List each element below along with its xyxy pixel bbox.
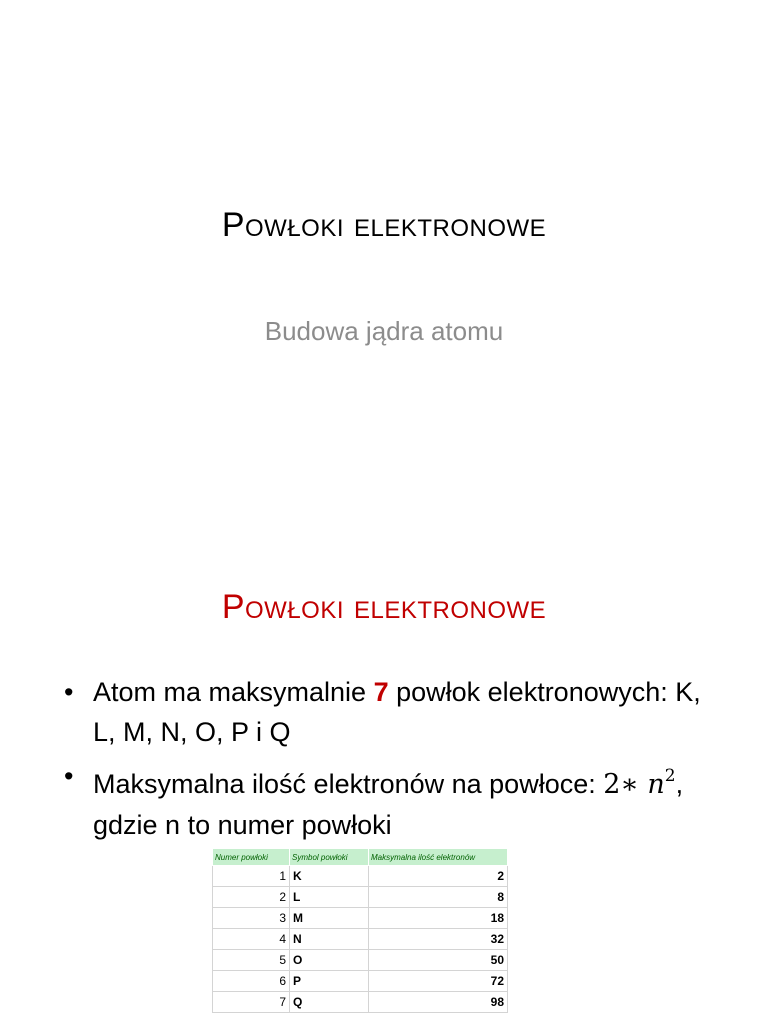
bullet-text: powłok elektronowych: K, L, M, N, O, P i Q: [93, 677, 701, 747]
bullet-item-shell-count: [64, 672, 704, 752]
formula-variable: n: [647, 769, 665, 800]
shell-number-cell: 1: [213, 866, 290, 887]
column-header-max-electrons: Maksymalna ilość elektronów: [369, 849, 508, 866]
max-shell-count: 7: [373, 677, 389, 707]
max-electrons-cell: 32: [369, 929, 508, 950]
bullet-item-electron-formula: [64, 756, 704, 845]
shells-table: [212, 848, 508, 1013]
max-electrons-cell: 72: [369, 971, 508, 992]
slide-subtitle: Budowa jądra atomu: [264, 316, 504, 346]
shell-symbol-cell: Q: [290, 992, 369, 1013]
bullet-list: [64, 672, 704, 849]
shell-number-cell: 6: [213, 971, 290, 992]
table-header-row: [213, 849, 508, 866]
column-header-symbol: Symbol powłoki: [290, 849, 369, 866]
table-row: [213, 950, 508, 971]
shell-symbol-cell: O: [290, 950, 369, 971]
max-electrons-cell: 8: [369, 887, 508, 908]
bullet-icon: •: [64, 677, 74, 707]
max-electrons-cell: 2: [369, 866, 508, 887]
max-electrons-cell: 18: [369, 908, 508, 929]
bullet-text: , gdzie n to numer powłoki: [93, 769, 684, 840]
shell-number-cell: 7: [213, 992, 290, 1013]
shell-symbol-cell: K: [290, 866, 369, 887]
table-row: [213, 971, 508, 992]
bullet-icon: •: [64, 761, 74, 791]
bullet-text: Atom ma maksymalnie: [93, 677, 374, 707]
content-slide-title: Powłoki elektronowe: [221, 588, 547, 626]
shell-symbol-cell: P: [290, 971, 369, 992]
table-row: [213, 887, 508, 908]
shells-table-container: [212, 848, 508, 1013]
shell-symbol-cell: L: [290, 887, 369, 908]
shell-symbol-cell: N: [290, 929, 369, 950]
max-electrons-cell: 50: [369, 950, 508, 971]
shell-number-cell: 5: [213, 950, 290, 971]
shell-symbol-cell: M: [290, 908, 369, 929]
formula-coefficient: 2: [603, 769, 621, 800]
shell-number-cell: 3: [213, 908, 290, 929]
content-slide: [0, 512, 768, 1024]
table-row: [213, 908, 508, 929]
table-row: [213, 929, 508, 950]
table-row: [213, 866, 508, 887]
formula-operator: ∗: [620, 769, 639, 800]
shell-number-cell: 2: [213, 887, 290, 908]
bullet-text: Maksymalna ilość elektronów na powłoce:: [93, 769, 604, 799]
formula-exponent: 2: [664, 766, 676, 786]
column-header-number: Numer powłoki: [213, 849, 290, 866]
formula: [603, 766, 676, 800]
table-row: [213, 992, 508, 1013]
shell-number-cell: 4: [213, 929, 290, 950]
max-electrons-cell: 98: [369, 992, 508, 1013]
slide-title: Powłoki elektronowe: [221, 206, 547, 244]
